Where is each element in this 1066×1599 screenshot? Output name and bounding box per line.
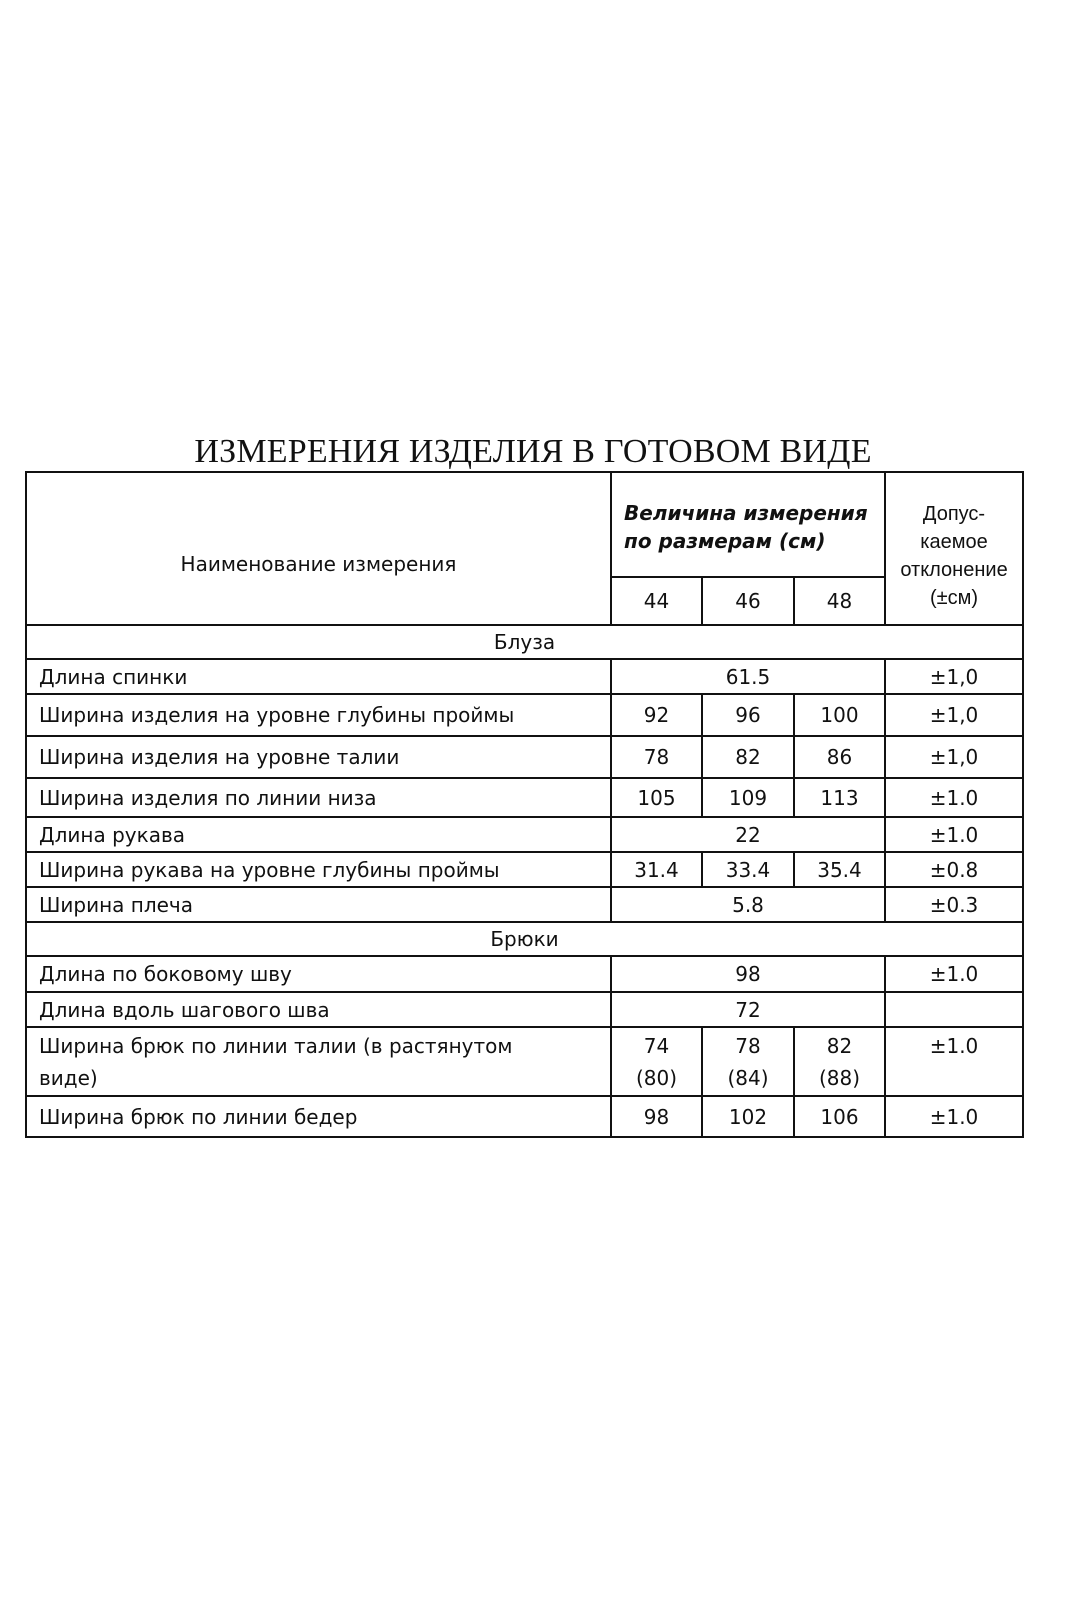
row-value-46: 33.4: [702, 852, 794, 887]
row-tolerance: ±1.0: [885, 778, 1023, 817]
size-header-44: 44: [611, 577, 702, 625]
value-main: 82: [826, 1033, 853, 1058]
row-value-44: 78: [611, 736, 702, 778]
section-row: [26, 922, 1023, 956]
row-tolerance: ±1.0: [885, 1027, 1023, 1096]
table-row: [26, 817, 1023, 852]
table-row: [26, 1027, 1023, 1096]
row-value-44: 92: [611, 694, 702, 736]
table-row: [26, 887, 1023, 922]
row-tolerance: ±1,0: [885, 694, 1023, 736]
header-values-line2: по размерам (см): [624, 528, 826, 553]
document-title: ИЗМЕРЕНИЯ ИЗДЕЛИЯ В ГОТОВОМ ВИДЕ: [194, 433, 872, 470]
header-values-line1: Величина измерения: [624, 500, 868, 525]
value-stretched: (80): [635, 1065, 678, 1090]
table-row: [26, 694, 1023, 736]
row-value-48: 35.4: [794, 852, 885, 887]
row-name: Ширина плеча: [26, 887, 611, 922]
header-row: [26, 472, 1023, 577]
tolerance-line2: каемое: [920, 530, 988, 553]
section-row: [26, 625, 1023, 659]
row-name: Длина вдоль шагового шва: [26, 992, 611, 1027]
row-value-48: [794, 1027, 885, 1096]
row-name: Длина по боковому шву: [26, 956, 611, 992]
row-value-48: 106: [794, 1096, 885, 1137]
row-name: Ширина изделия на уровне талии: [26, 736, 611, 778]
section-title-trousers: Брюки: [26, 922, 1023, 956]
row-value-merged: 72: [611, 992, 885, 1027]
header-values-cell: [611, 472, 885, 577]
header-tolerance-cell: [885, 472, 1023, 625]
row-value-46: 102: [702, 1096, 794, 1137]
row-name: Ширина брюк по линии бедер: [26, 1096, 611, 1137]
table-row: [26, 852, 1023, 887]
row-value-44: 105: [611, 778, 702, 817]
row-value-48: 86: [794, 736, 885, 778]
row-name: Ширина рукава на уровне глубины проймы: [26, 852, 611, 887]
table-row: [26, 992, 1023, 1027]
row-tolerance: ±0.8: [885, 852, 1023, 887]
row-name: Ширина изделия на уровне глубины проймы: [26, 694, 611, 736]
tolerance-line4: (±см): [929, 586, 979, 609]
table-row: [26, 1096, 1023, 1137]
row-value-48: 100: [794, 694, 885, 736]
row-name: [26, 1027, 611, 1096]
table-row: [26, 736, 1023, 778]
section-title-blouse: Блуза: [26, 625, 1023, 659]
table-row: [26, 778, 1023, 817]
row-value-44: 31.4: [611, 852, 702, 887]
row-value-46: 109: [702, 778, 794, 817]
value-main: 78: [735, 1033, 761, 1058]
row-tolerance: ±1.0: [885, 1096, 1023, 1137]
row-name: Ширина изделия по линии низа: [26, 778, 611, 817]
row-value-merged: 5.8: [611, 887, 885, 922]
row-value-46: 82: [702, 736, 794, 778]
measurements-table: [25, 471, 1024, 1138]
row-tolerance: ±1,0: [885, 659, 1023, 694]
row-tolerance: ±1.0: [885, 817, 1023, 852]
row-value-48: 113: [794, 778, 885, 817]
tolerance-line1: Допус-: [922, 502, 986, 525]
row-name: Длина спинки: [26, 659, 611, 694]
row-name-line2: виде): [39, 1065, 98, 1090]
table-row: [26, 659, 1023, 694]
row-value-44: [611, 1027, 702, 1096]
row-name-line1: Ширина брюк по линии талии (в растянутом: [39, 1033, 513, 1058]
value-main: 74: [643, 1033, 670, 1058]
row-value-merged: 98: [611, 956, 885, 992]
row-tolerance: ±1,0: [885, 736, 1023, 778]
row-tolerance: [885, 992, 1023, 1027]
table-row: [26, 956, 1023, 992]
row-name: Длина рукава: [26, 817, 611, 852]
value-stretched: (88): [818, 1065, 861, 1090]
header-name-cell: Наименование измерения: [26, 472, 611, 625]
row-tolerance: ±1.0: [885, 956, 1023, 992]
row-tolerance: ±0.3: [885, 887, 1023, 922]
value-stretched: (84): [727, 1065, 769, 1090]
row-value-46: 96: [702, 694, 794, 736]
row-value-merged: 61.5: [611, 659, 885, 694]
row-value-merged: 22: [611, 817, 885, 852]
size-header-46: 46: [702, 577, 794, 625]
row-value-46: [702, 1027, 794, 1096]
tolerance-line3: отклонение: [900, 558, 1008, 581]
row-value-44: 98: [611, 1096, 702, 1137]
size-header-48: 48: [794, 577, 885, 625]
